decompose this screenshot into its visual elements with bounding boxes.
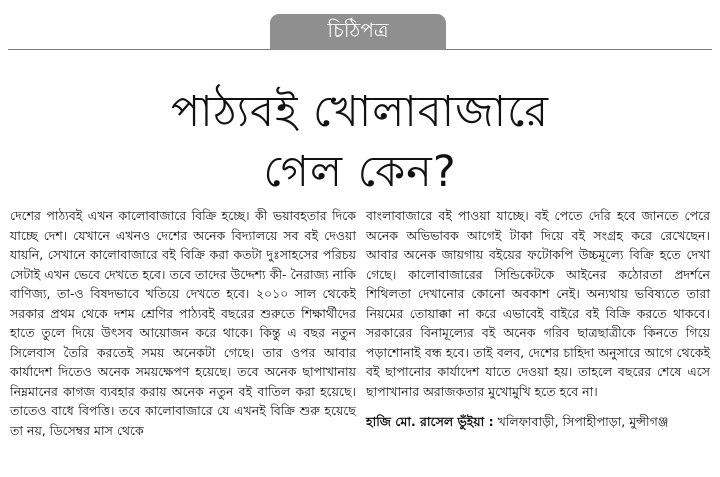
section-label-tab xyxy=(270,14,446,50)
body-text-right: বাংলাবাজারে বই পাওয়া যাচ্ছে। বই পেতে দেরি হবে জানতে পেরে অনেক অভিভাবক আগেই টাকা দিয়ে বই সংগ্রহ করে রেখেছেন। আবার অনেক জায়গায় বইয়ের ফটোকপি উচ্চমূল্যে বিক্রি হতে দেখা গেছে। কালোবাজারের সিন্ডিকেটকে আইনের কঠোরতা প্রদর্শনে শিথিলতা দেখানোর কোনো অবকাশ নেই। অন্যথায় ভবিষ্যতে তারা নিয়মের তোয়াক্কা না করে এভাবেই বাইরে বই বিক্রি করতে থাকবে। সরকারের বিনামূল্যের বই অনেক গরিব ছাত্রছাত্রীকে কিনতে গিয়ে পড়াশোনাই বন্ধ হবে। তাই বলব, দেশের চাহিদা অনুসারে আগে থেকেই বই ছাপানোর কার্যাদেশ যাতে দেওয়া হয়। তাহলে বছরের শেষে এসে ছাপাখানার অরাজকতার মুখোমুখি হতে হবে না। xyxy=(366,208,710,399)
author-name: হাজি মো. রাসেল ভুঁইয়া : xyxy=(366,414,494,429)
headline-line-2: গেল কেন? xyxy=(263,147,457,197)
letter-signature xyxy=(366,412,710,432)
article-column-left xyxy=(10,206,356,440)
section-label: চিঠিপত্র xyxy=(327,17,389,42)
headline-line-1: পাঠ্যবই খোলাবাজারে xyxy=(170,87,549,137)
body-text-left: দেশের পাঠ্যবই এখন কালোবাজারে বিক্রি হচ্ছে। কী ভয়াবহতার দিকে যাচ্ছে দেশ। যেখানে এখনও দেশের অনেক বিদ্যালয়ে সব বই দেওয়া যায়নি, সেখানে কালোবাজারে বই বিক্রি করা কতটা দুঃসাহসের পরিচয় সেটাই এখন ভেবে দেখতে হবে। তবে তাদের উদ্দেশ্য কী- নৈরাজ্য নাকি বাণিজ্য, তা-ও বিষদভাবে খতিয়ে দেখতে হবে। ২০১০ সাল থেকেই সরকার প্রথম থেকে দশম শ্রেণির পাঠ্যবই বছরের শুরুতে শিক্ষার্থীদের হাতে তুলে দিয়ে উৎসব আয়োজন করে থাকে। কিন্তু এ বছর নতুন সিলেবাস তৈরি করতেই সময় অনেকটা গেছে। তার ওপর আবার কার্যাদেশ দিতেও অনেক সময়ক্ষেপণ হয়েছে। তবে অনেক ছাপাখানায় নিম্নমানের কাগজ ব্যবহার করায় অনেক নতুন বই বাতিল করা হয়েছে। তাতেও বাধে বিপত্তি। তবে কালোবাজারে যে এখনই বিক্রি শুরু হয়েছে তা নয়, ডিসেম্বর মাস থেকে xyxy=(10,208,356,438)
article-column-right xyxy=(366,206,710,432)
author-address: খলিফাবাড়ী, সিপাহীপাড়া, মুন্সীগঞ্জ xyxy=(497,414,669,429)
article-headline xyxy=(0,82,720,202)
